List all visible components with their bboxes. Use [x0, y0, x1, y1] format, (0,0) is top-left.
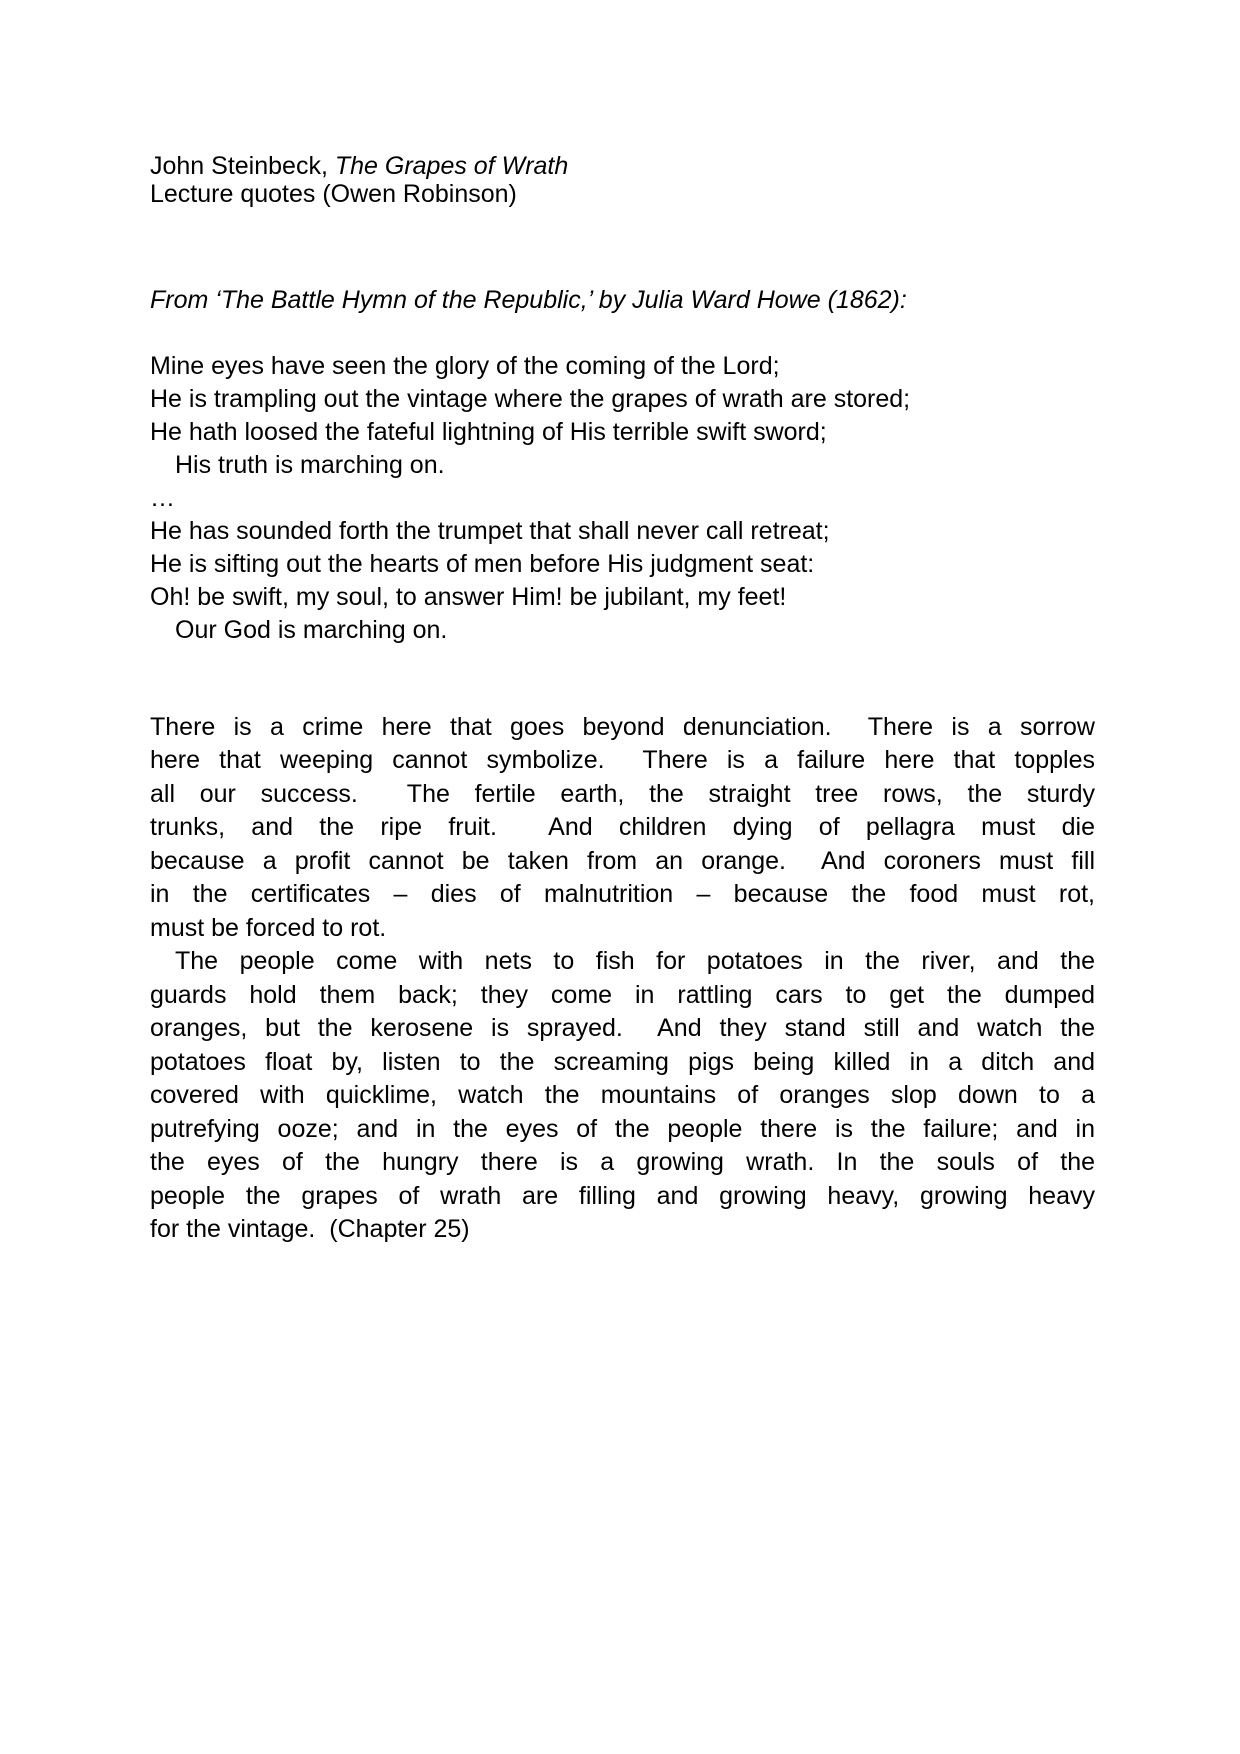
quote-paragraph-2: [150, 945, 1095, 1247]
author-name: John Steinbeck,: [150, 152, 335, 180]
quote-paragraph-1: [150, 711, 1095, 946]
hymn-ellipsis-line: …: [150, 483, 175, 512]
hymn-line-6: He has sounded forth the trumpet that shall never call retreat;: [150, 516, 830, 545]
quote-line: oranges, but the kerosene is sprayed. And they stand still and watch the: [150, 1014, 1095, 1042]
quote-line: guards hold them back; they come in rattling cars to get the dumped: [150, 980, 1095, 1009]
quote-line: all our success. The fertile earth, the straight tree rows, the sturdy: [150, 779, 1095, 808]
quote-line: must be forced to rot.: [150, 913, 387, 942]
hymn-block: [150, 350, 1095, 647]
text-column: [150, 152, 1095, 1247]
quote-line: here that weeping cannot symbolize. There is a failure here that topples: [150, 746, 1095, 774]
hymn-source-line: From ‘The Battle Hymn of the Republic,’ by Julia Ward Howe (1862):: [150, 286, 907, 314]
hymn-line-8: Oh! be swift, my soul, to answer Him! be jubilant, my feet!: [150, 582, 787, 611]
quote-line: because a profit cannot be taken from an orange. And coroners must fill: [150, 846, 1095, 875]
quote-line: trunks, and the ripe fruit. And children dying of pellagra must die: [150, 813, 1095, 841]
quote-line-citation: for the vintage. (Chapter 25): [150, 1215, 470, 1243]
quote-line: people the grapes of wrath are filling and growing heavy, growing heavy: [150, 1181, 1095, 1210]
hymn-line-7: He is sifting out the hearts of men before His judgment seat:: [150, 549, 815, 578]
quote-line: in the certificates – dies of malnutrition – because the food must rot,: [150, 880, 1095, 908]
quote-line: the eyes of the hungry there is a growing wrath. In the souls of the: [150, 1148, 1095, 1176]
quote-line: putrefying ooze; and in the eyes of the people there is the failure; and in: [150, 1114, 1095, 1143]
quote-line: There is a crime here that goes beyond denunciation. There is a sorrow: [150, 712, 1095, 741]
hymn-line-9: Our God is marching on.: [175, 615, 448, 644]
quote-line: The people come with nets to fish for potatoes in the river, and the: [175, 947, 1095, 975]
subtitle-line: Lecture quotes (Owen Robinson): [150, 180, 517, 208]
book-title: The Grapes of Wrath: [334, 152, 569, 180]
hymn-line-1: Mine eyes have seen the glory of the coming of the Lord;: [150, 351, 780, 380]
document-header: [150, 152, 1095, 208]
hymn-line-4: His truth is marching on.: [175, 450, 445, 479]
hymn-line-3: He hath loosed the fateful lightning of His terrible swift sword;: [150, 417, 827, 446]
hymn-line-2: He is trampling out the vintage where the grapes of wrath are stored;: [150, 384, 911, 413]
quote-line: covered with quicklime, watch the mountains of oranges slop down to a: [150, 1081, 1095, 1109]
title-line: [150, 152, 1095, 180]
quote-line: potatoes float by, listen to the screaming pigs being killed in a ditch and: [150, 1047, 1095, 1076]
